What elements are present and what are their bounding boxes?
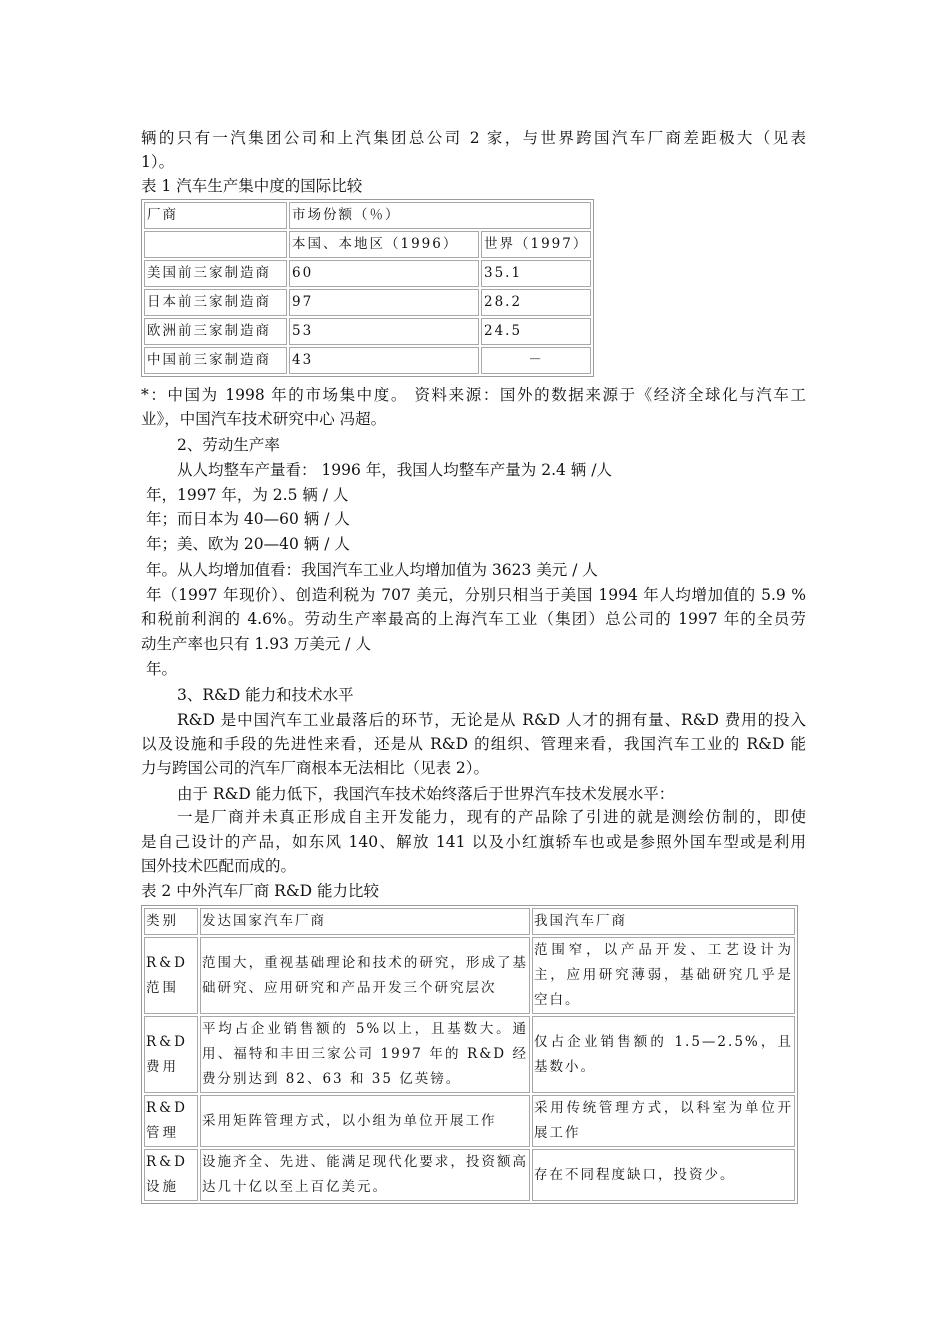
table-cell: 35.1: [481, 260, 591, 287]
table-cell: 存在不同程度缺口，投资少。: [532, 1149, 795, 1201]
section-heading: 2、劳动生产率: [177, 436, 280, 454]
source-note: *：中国为 1998 年的市场集中度。 资料来源：国外的数据来源于《经济全球化与汽车工: [141, 386, 806, 404]
category-line: 设施: [146, 1179, 179, 1195]
table-row: [144, 202, 591, 229]
paragraph-line: 年；而日本为 40—60 辆 / 人: [146, 510, 350, 528]
table-header-cell: 市场份额（％）: [289, 202, 591, 229]
table-cell: 43: [289, 347, 479, 374]
table-cell: 范围窄，以产品开发、工艺设计为主，应用研究薄弱，基础研究几乎是空白。: [532, 937, 795, 1014]
table-cell: 60: [289, 260, 479, 287]
table-row: [144, 1149, 795, 1201]
paragraph-line: 是自己设计的产品，如东风 140、解放 141 以及小红旗轿车也或是参照外国车型或是利用: [141, 833, 806, 851]
table-header-cell: 我国汽车厂商: [532, 908, 795, 935]
table-cell: －: [481, 347, 591, 374]
section-heading: 3、R&D 能力和技术水平: [177, 686, 354, 704]
paragraph-line: 辆的只有一汽集团公司和上汽集团总公司 2 家，与世界跨国汽车厂商差距极大（见表: [141, 129, 806, 147]
paragraph-line: 和税前利润的 4.6%。劳动生产率最高的上海汽车工业（集团）总公司的 1997 年的全员劳: [141, 610, 806, 628]
category-line: R&D: [146, 954, 189, 971]
table-row: [144, 937, 795, 1014]
paragraph-line: 年。: [146, 660, 178, 678]
paragraph-line: 力与跨国公司的汽车厂商根本无法相比（见表 2）。: [141, 759, 490, 777]
table-1-caption: 表 1 汽车生产集中度的国际比较: [141, 177, 363, 195]
table-row: [144, 231, 591, 258]
category-line: R&D: [146, 1033, 189, 1050]
paragraph-line: 年，1997 年，为 2.5 辆 / 人: [146, 486, 349, 504]
table-category-cell: [144, 1149, 198, 1201]
table-cell: 设施齐全、先进、能满足现代化要求，投资额高达几十亿以至上百亿美元。: [200, 1149, 530, 1201]
paragraph-line: 动生产率也只有 1.93 万美元 / 人: [141, 635, 371, 653]
table-category-cell: [144, 1016, 198, 1093]
paragraph-line: 年（1997 年现价）、创造利税为 707 美元，分别只相当于美国 1994 年人均增加值的 5.9 %: [146, 586, 806, 604]
paragraph-line: 年；美、欧为 20—40 辆 / 人: [146, 535, 350, 553]
table-subheader-cell: 本国、本地区（1996）: [289, 231, 479, 258]
paragraph-line: 年。从人均增加值看：我国汽车工业人均增加值为 3623 美元 / 人: [146, 561, 598, 579]
table-cell: 中国前三家制造商: [144, 347, 287, 374]
table-2-rd-comparison: [141, 905, 798, 1204]
paragraph-line: R&D 是中国汽车工业最落后的环节，无论是从 R&D 人才的拥有量、R&D 费用的投入: [177, 711, 806, 729]
table-row: [144, 260, 591, 287]
table-cell: 美国前三家制造商: [144, 260, 287, 287]
table-2-caption: 表 2 中外汽车厂商 R&D 能力比较: [141, 882, 379, 900]
table-cell: [144, 231, 287, 258]
table-row: [144, 318, 591, 345]
category-line: 范围: [146, 979, 179, 996]
table-cell: 24.5: [481, 318, 591, 345]
table-1-concentration: [141, 199, 594, 377]
table-cell: 采用矩阵管理方式，以小组为单位开展工作: [200, 1095, 530, 1147]
table-cell: 53: [289, 318, 479, 345]
category-line: R&D: [146, 1154, 189, 1170]
table-row: [144, 347, 591, 374]
table-category-cell: [144, 1095, 198, 1147]
table-category-cell: [144, 937, 198, 1014]
table-header-cell: 发达国家汽车厂商: [200, 908, 530, 935]
source-note: 业》，中国汽车技术研究中心 冯超。: [141, 410, 387, 428]
paragraph-line: 由于 R&D 能力低下，我国汽车技术始终落后于世界汽车技术发展水平：: [177, 785, 675, 803]
table-cell: 28.2: [481, 289, 591, 316]
table-cell: 采用传统管理方式，以科室为单位开展工作: [532, 1095, 795, 1147]
paragraph-line: 国外技术匹配而成的。: [141, 857, 297, 875]
table-row: [144, 908, 795, 935]
table-header-cell: 厂商: [144, 202, 287, 229]
table-cell: 范围大，重视基础理论和技术的研究，形成了基础研究、应用研究和产品开发三个研究层次: [200, 937, 530, 1014]
table-row: [144, 1095, 795, 1147]
table-cell: 仅占企业销售额的 1.5—2.5%，且基数小。: [532, 1016, 795, 1093]
category-line: 费用: [146, 1058, 179, 1075]
table-row: [144, 1016, 795, 1093]
category-line: 管理: [146, 1125, 179, 1141]
paragraph-line: 1）。: [141, 153, 175, 171]
table-cell: 日本前三家制造商: [144, 289, 287, 316]
paragraph-line: 从人均整车产量看： 1996 年，我国人均整车产量为 2.4 辆 /人: [177, 461, 612, 479]
table-subheader-cell: 世界（1997）: [481, 231, 591, 258]
paragraph-line: 以及设施和手段的先进性来看，还是从 R&D 的组织、管理来看，我国汽车工业的 R&D 能: [141, 735, 806, 753]
table-cell: 欧洲前三家制造商: [144, 318, 287, 345]
category-line: R&D: [146, 1100, 189, 1116]
table-cell: 97: [289, 289, 479, 316]
table-row: [144, 289, 591, 316]
paragraph-line: 一是厂商并未真正形成自主开发能力，现有的产品除了引进的就是测绘仿制的，即使: [177, 808, 806, 826]
table-cell: 平均占企业销售额的 5%以上，且基数大。通用、福特和丰田三家公司 1997 年的 R&D 经费分别达到 82、63 和 35 亿英镑。: [200, 1016, 530, 1093]
table-header-cell: 类别: [144, 908, 198, 935]
